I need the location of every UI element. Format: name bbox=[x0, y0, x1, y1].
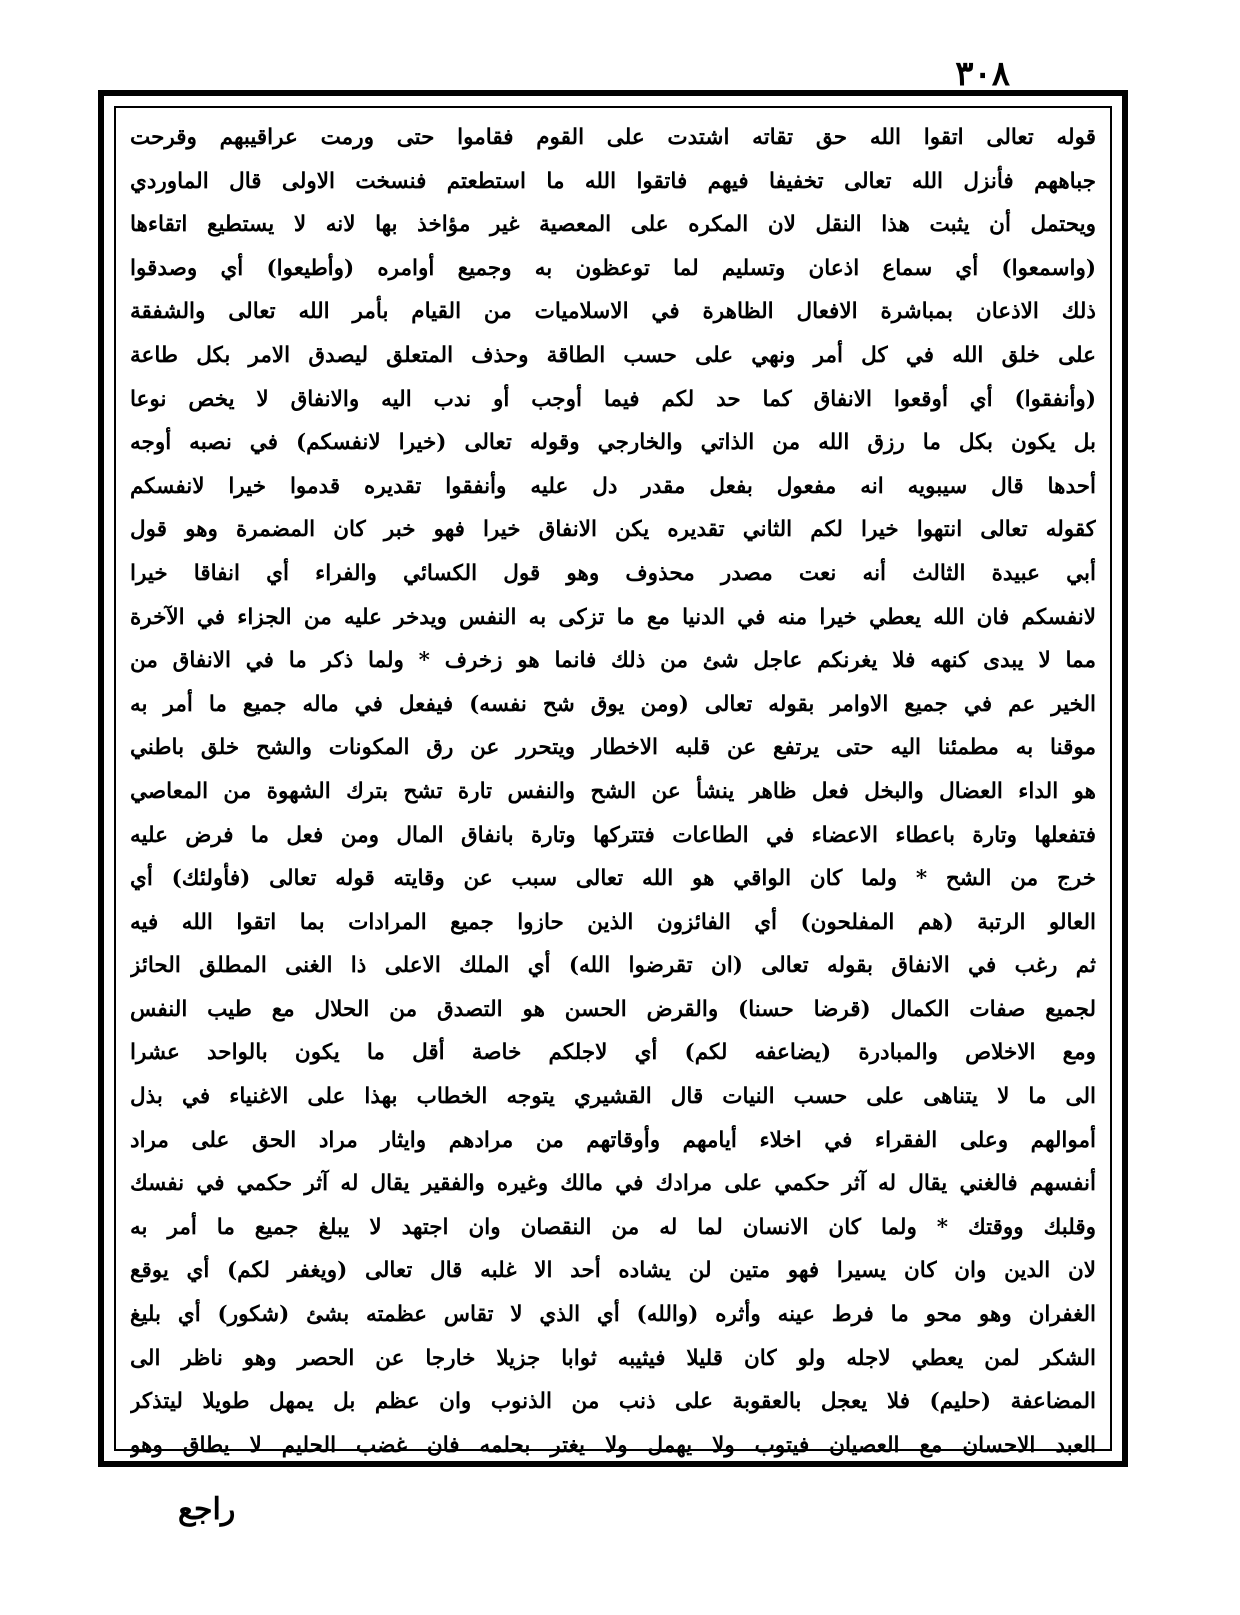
text-line: الخير عم في جميع الاوامر بقوله تعالى (ومن يوق شح نفسه) فيفعل في ماله جميع ما أمر به bbox=[130, 691, 1096, 717]
text-line: قوله تعالى اتقوا الله حق تقاته اشتدت على القوم فقاموا حتى ورمت عراقيبهم وقرحت bbox=[130, 125, 1096, 150]
text-line: أحدها قال سيبويه انه مفعول بفعل مقدر دل عليه وأنفقوا تقديره قدموا خيرا لانفسكم bbox=[130, 473, 1096, 499]
text-line: أبي عبيدة الثالث أنه نعت مصدر محذوف وهو قول الكسائي والفراء أي انفاقا خيرا bbox=[130, 560, 1096, 586]
text-line: ثم رغب في الانفاق بقوله تعالى (ان تقرضوا الله) أي الملك الاعلى ذا الغنى المطلق الحائز bbox=[130, 953, 1096, 979]
text-line: لجميع صفات الكمال (قرضا حسنا) والقرض الحسن هو التصدق من الحلال مع طيب النفس bbox=[130, 996, 1096, 1022]
text-line: ذلك الاذعان بمباشرة الافعال الظاهرة في الاسلاميات من القيام بأمر الله تعالى والشفقة bbox=[130, 299, 1096, 325]
text-line: موقنا به مطمئنا اليه حتى يرتفع عن قلبه الاخطار ويتحرر عن رق المكونات والشح خلق باطني bbox=[130, 735, 1096, 761]
text-line: على خلق الله في كل أمر ونهي على حسب الطاقة وحذف المتعلق ليصدق الامر بكل طاعة bbox=[130, 342, 1096, 368]
text-line: العالو الرتبة (هم المفلحون) أي الفائزون الذين حازوا جميع المرادات بما اتقوا الله فيه bbox=[130, 909, 1096, 935]
text-line: الشكر لمن يعطي لاجله ولو كان قليلا فيثيبه ثوابا جزيلا خارجا عن الحصر وهو ناظر الى bbox=[130, 1345, 1096, 1371]
inner-border bbox=[114, 106, 1112, 1458]
text-line: (واسمعوا) أي سماع اذعان وتسليم لما توعظون به وجميع أوامره (وأطيعوا) أي وصدقوا bbox=[130, 255, 1096, 281]
text-line: هو الداء العضال والبخل فعل ظاهر ينشأ عن الشح والنفس تارة تشح بترك الشهوة من المعاصي bbox=[130, 778, 1096, 804]
text-line: خرج من الشح * ولما كان الواقي هو الله تعالى سبب عن وقايته قوله تعالى (فأولئك) أي bbox=[130, 866, 1096, 892]
text-line: العبد الاحسان مع العصيان فيتوب ولا يهمل ولا يغتر بحلمه فان غضب الحليم لا يطاق وهو bbox=[130, 1432, 1096, 1458]
text-line: ويحتمل أن يثبت هذا النقل لان المكره على المعصية غير مؤاخذ بها لانه لا يستطيع اتقاءها bbox=[130, 212, 1096, 238]
catchword: راجع bbox=[178, 1492, 236, 1527]
text-line: فتفعلها وتارة باعطاء الاعضاء في الطاعات فتتركها وتارة بانفاق المال ومن فعل ما فرض عليه bbox=[130, 822, 1096, 848]
text-line: أموالهم وعلى الفقراء في اخلاء أيامهم وأوقاتهم من مرادهم وايثار مراد الحق على مراد bbox=[130, 1127, 1096, 1153]
text-line: (وأنفقوا) أي أوقعوا الانفاق كما حد لكم فيما أوجب أو ندب اليه والانفاق لا يخص نوعا bbox=[130, 386, 1096, 412]
text-line: لان الدين وان كان يسيرا فهو متين لن يشاده أحد الا غلبه قال تعالى (ويغفر لكم) أي يوقع bbox=[130, 1258, 1096, 1284]
page-border bbox=[98, 90, 1128, 1467]
text-line: المضاعفة (حليم) فلا يعجل بالعقوبة على ذنب من الذنوب وان عظم بل يمهل طويلا ليتذكر bbox=[130, 1389, 1096, 1415]
text-line: الغفران وهو محو ما فرط عينه وأثره (والله) أي الذي لا تقاس عظمته بشئ (شكور) أي بليغ bbox=[130, 1302, 1096, 1328]
page-number: ٣٠٨ bbox=[955, 54, 1010, 94]
text-line: أنفسهم فالغني يقال له آثر حكمي على مرادك في مالك وغيره والفقير يقال له آثر حكمي في نفسك bbox=[130, 1171, 1096, 1197]
text-line: جباههم فأنزل الله تعالى تخفيفا فيهم فاتقوا الله ما استطعتم فنسخت الاولى قال الماوردي bbox=[130, 168, 1096, 194]
text-line: وقلبك ووقتك * ولما كان الانسان لما له من النقصان وان اجتهد لا يبلغ جميع ما أمر به bbox=[130, 1214, 1096, 1240]
text-line: ومع الاخلاص والمبادرة (يضاعفه لكم) أي لاجلكم خاصة أقل ما يكون بالواحد عشرا bbox=[130, 1040, 1096, 1066]
text-line: كقوله تعالى انتهوا خيرا لكم الثاني تقديره يكن الانفاق خيرا فهو خبر كان المضمرة وهو قول bbox=[130, 517, 1096, 543]
text-line: الى ما لا يتناهى على حسب النيات قال القشيري يتوجه الخطاب بهذا على الاغنياء في بذل bbox=[130, 1084, 1096, 1110]
text-line: لانفسكم فان الله يعطي خيرا منه في الدنيا مع ما تزكى به النفس ويدخر عليه من الجزاء في الآخرة bbox=[130, 604, 1096, 630]
text-line: مما لا يبدى كنهه فلا يغرنكم عاجل شئ من ذلك فانما هو زخرف * ولما ذكر ما في الانفاق من bbox=[130, 648, 1096, 674]
main-text bbox=[130, 116, 1096, 1458]
text-line: بل يكون بكل ما رزق الله من الذاتي والخارجي وقوله تعالى (خيرا لانفسكم) في نصبه أوجه bbox=[130, 430, 1096, 456]
